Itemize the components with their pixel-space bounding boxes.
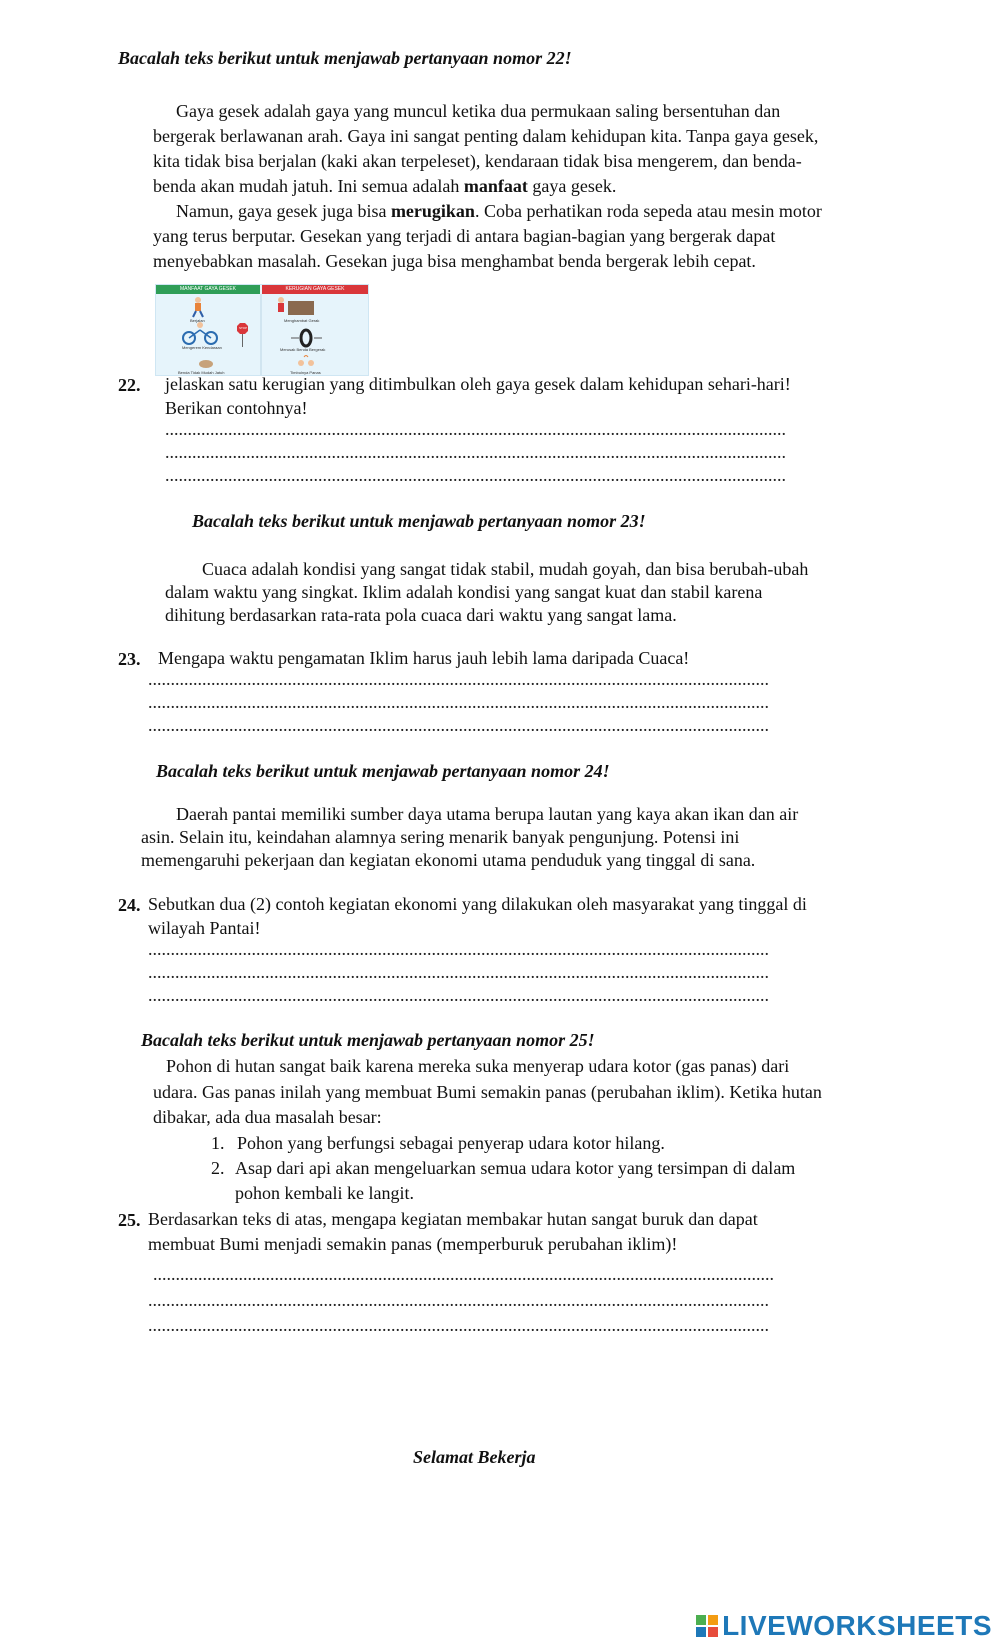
question-23-number: 23. <box>118 649 141 669</box>
answer-line-23-1[interactable]: .......................................................................................................................................... <box>148 669 769 689</box>
question-25-line-2: membuat Bumi menjadi semakin panas (memperburuk perubahan iklim)! <box>148 1234 678 1254</box>
logo-square-i <box>708 1615 718 1625</box>
paragraph-text: gaya gesek. <box>532 176 617 196</box>
list-item-2-text-line-1: Asap dari api akan mengeluarkan semua udara kotor yang tersimpan di dalam <box>235 1158 796 1178</box>
answer-line-24-2[interactable]: .......................................................................................................................................... <box>148 962 769 982</box>
question-22-line-1: jelaskan satu kerugian yang ditimbulkan oleh gaya gesek dalam kehidupan sehari-hari! <box>165 374 791 394</box>
list-item-2-text-line-2: pohon kembali ke langit. <box>235 1183 414 1203</box>
list-item-1-marker: 1. <box>211 1133 225 1153</box>
logo-square-e <box>708 1627 718 1637</box>
answer-line-25-1[interactable]: .......................................................................................................................................... <box>153 1264 774 1284</box>
bold-term-merugikan: merugikan <box>390 201 475 221</box>
paragraph-text: Namun, gaya gesek juga bisa <box>176 201 387 221</box>
section-22-paragraph-line-5 <box>176 199 822 224</box>
answer-line-22-2[interactable]: .......................................................................................................................................... <box>165 442 786 462</box>
section-23-paragraph-line-1: Cuaca adalah kondisi yang sangat tidak stabil, mudah goyah, dan bisa berubah-ubah <box>202 559 809 579</box>
pushing-box-icon <box>288 301 314 315</box>
bold-term-manfaat: manfaat <box>463 176 528 196</box>
caption-walking: Berjalan <box>190 318 205 323</box>
paragraph-text: . Coba perhatikan roda sepeda atau mesin motor <box>474 201 822 221</box>
section-24-heading: Bacalah teks berikut untuk menjawab pertanyaan nomor 24! <box>156 761 610 781</box>
section-25-paragraph-line-3: dibakar, ada dua masalah besar: <box>153 1107 382 1127</box>
caption-heat: Timbulnya Panas <box>290 370 321 375</box>
caption-not-falling: Benda Tidak Mudah Jatuh <box>178 370 225 375</box>
section-22-paragraph-line-6: yang terus berputar. Gesekan yang terjadi di antara bagian-bagian yang bergerak dapat <box>153 226 776 246</box>
answer-line-25-3[interactable]: .......................................................................................................................................... <box>148 1315 769 1335</box>
question-23-line-1: Mengapa waktu pengamatan Iklim harus jauh lebih lama daripada Cuaca! <box>158 648 690 668</box>
infographic-left-title: MANFAAT GAYA GESEK <box>156 285 260 294</box>
caption-hinder-motion: Menghambat Gerak <box>284 318 320 323</box>
section-23-paragraph-line-3: dihitung berdasarkan rata-rata pola cuaca dari waktu yang sangat lama. <box>165 605 677 625</box>
logo-square-v <box>696 1627 706 1637</box>
question-24-line-2: wilayah Pantai! <box>148 918 261 938</box>
section-22-heading: Bacalah teks berikut untuk menjawab pertanyaan nomor 22! <box>118 48 572 68</box>
question-22-line-2: Berikan contohnya! <box>165 398 308 418</box>
logo-text: LIVEWORKSHEETS <box>722 1610 992 1641</box>
answer-line-22-3[interactable]: .......................................................................................................................................... <box>165 465 786 485</box>
section-22-paragraph-line-3: kita tidak bisa berjalan (kaki akan terpeleset), kendaraan tidak bisa mengerem, dan benda- <box>153 151 802 171</box>
infographic-drawings <box>156 285 368 375</box>
closing-text: Selamat Bekerja <box>413 1447 536 1467</box>
answer-line-22-1[interactable]: .......................................................................................................................................... <box>165 419 786 439</box>
answer-line-23-3[interactable]: .......................................................................................................................................... <box>148 715 769 735</box>
section-24-paragraph-line-2: asin. Selain itu, keindahan alamnya sering menarik banyak pengunjung. Potensi ini <box>141 827 740 847</box>
section-25-heading: Bacalah teks berikut untuk menjawab pertanyaan nomor 25! <box>141 1030 595 1050</box>
question-25-number: 25. <box>118 1210 141 1230</box>
section-24-paragraph-line-1: Daerah pantai memiliki sumber daya utama berupa lautan yang kaya akan ikan dan air <box>176 804 799 824</box>
list-item-2-marker: 2. <box>211 1158 225 1178</box>
logo-grid-icon <box>696 1615 718 1637</box>
section-25-paragraph-line-2: udara. Gas panas inilah yang membuat Bumi semakin panas (perubahan iklim). Ketika hutan <box>153 1082 822 1102</box>
infographic-right-title: KERUGIAN GAYA GESEK <box>262 285 368 294</box>
logo-square-l <box>696 1615 706 1625</box>
section-23-heading: Bacalah teks berikut untuk menjawab pertanyaan nomor 23! <box>192 511 646 531</box>
section-23-paragraph-line-2: dalam waktu yang singkat. Iklim adalah kondisi yang sangat kuat dan stabil karena <box>165 582 763 602</box>
question-22-number: 22. <box>118 375 141 395</box>
bowl-icon <box>199 360 213 368</box>
answer-line-25-2[interactable]: .......................................................................................................................................... <box>148 1290 769 1310</box>
hands-heat-icon <box>298 360 304 366</box>
answer-line-23-2[interactable]: .......................................................................................................................................... <box>148 692 769 712</box>
section-22-paragraph-line-4 <box>153 174 616 199</box>
section-24-paragraph-line-3: memengaruhi pekerjaan dan kegiatan ekonomi utama penduduk yang tinggal di sana. <box>141 850 756 870</box>
paragraph-text: benda akan mudah jatuh. Ini semua adalah <box>153 176 460 196</box>
question-25-line-1: Berdasarkan teks di atas, mengapa kegiatan membakar hutan sangat buruk dan dapat <box>148 1209 758 1229</box>
question-24-line-1: Sebutkan dua (2) contoh kegiatan ekonomi yang dilakukan oleh masyarakat yang tinggal di <box>148 894 807 914</box>
friction-infographic <box>155 284 369 376</box>
walking-person-icon <box>195 297 201 303</box>
list-item-1-text: Pohon yang berfungsi sebagai penyerap udara kotor hilang. <box>237 1133 665 1153</box>
section-25-paragraph-line-1: Pohon di hutan sangat baik karena mereka suka menyerap udara kotor (gas panas) dari <box>166 1056 790 1076</box>
caption-damage: Merusak Benda Bergerak <box>280 347 326 352</box>
caption-braking: Mengerem Kendaraan <box>182 345 222 350</box>
liveworksheets-logo[interactable] <box>696 1610 992 1642</box>
section-22-paragraph-line-7: menyebabkan masalah. Gesekan juga bisa menghambat benda bergerak lebih cepat. <box>153 251 756 271</box>
answer-line-24-1[interactable]: .......................................................................................................................................... <box>148 939 769 959</box>
answer-line-24-3[interactable]: .......................................................................................................................................... <box>148 985 769 1005</box>
tire-icon <box>301 330 311 346</box>
section-22-paragraph-line-1: Gaya gesek adalah gaya yang muncul ketika dua permukaan saling bersentuhan dan <box>176 101 781 121</box>
section-22-paragraph-line-2: bergerak berlawanan arah. Gaya ini sangat penting dalam kehidupan kita. Tanpa gaya gesek, <box>153 126 819 146</box>
stop-sign-label: STOP <box>239 326 248 330</box>
question-24-number: 24. <box>118 895 141 915</box>
